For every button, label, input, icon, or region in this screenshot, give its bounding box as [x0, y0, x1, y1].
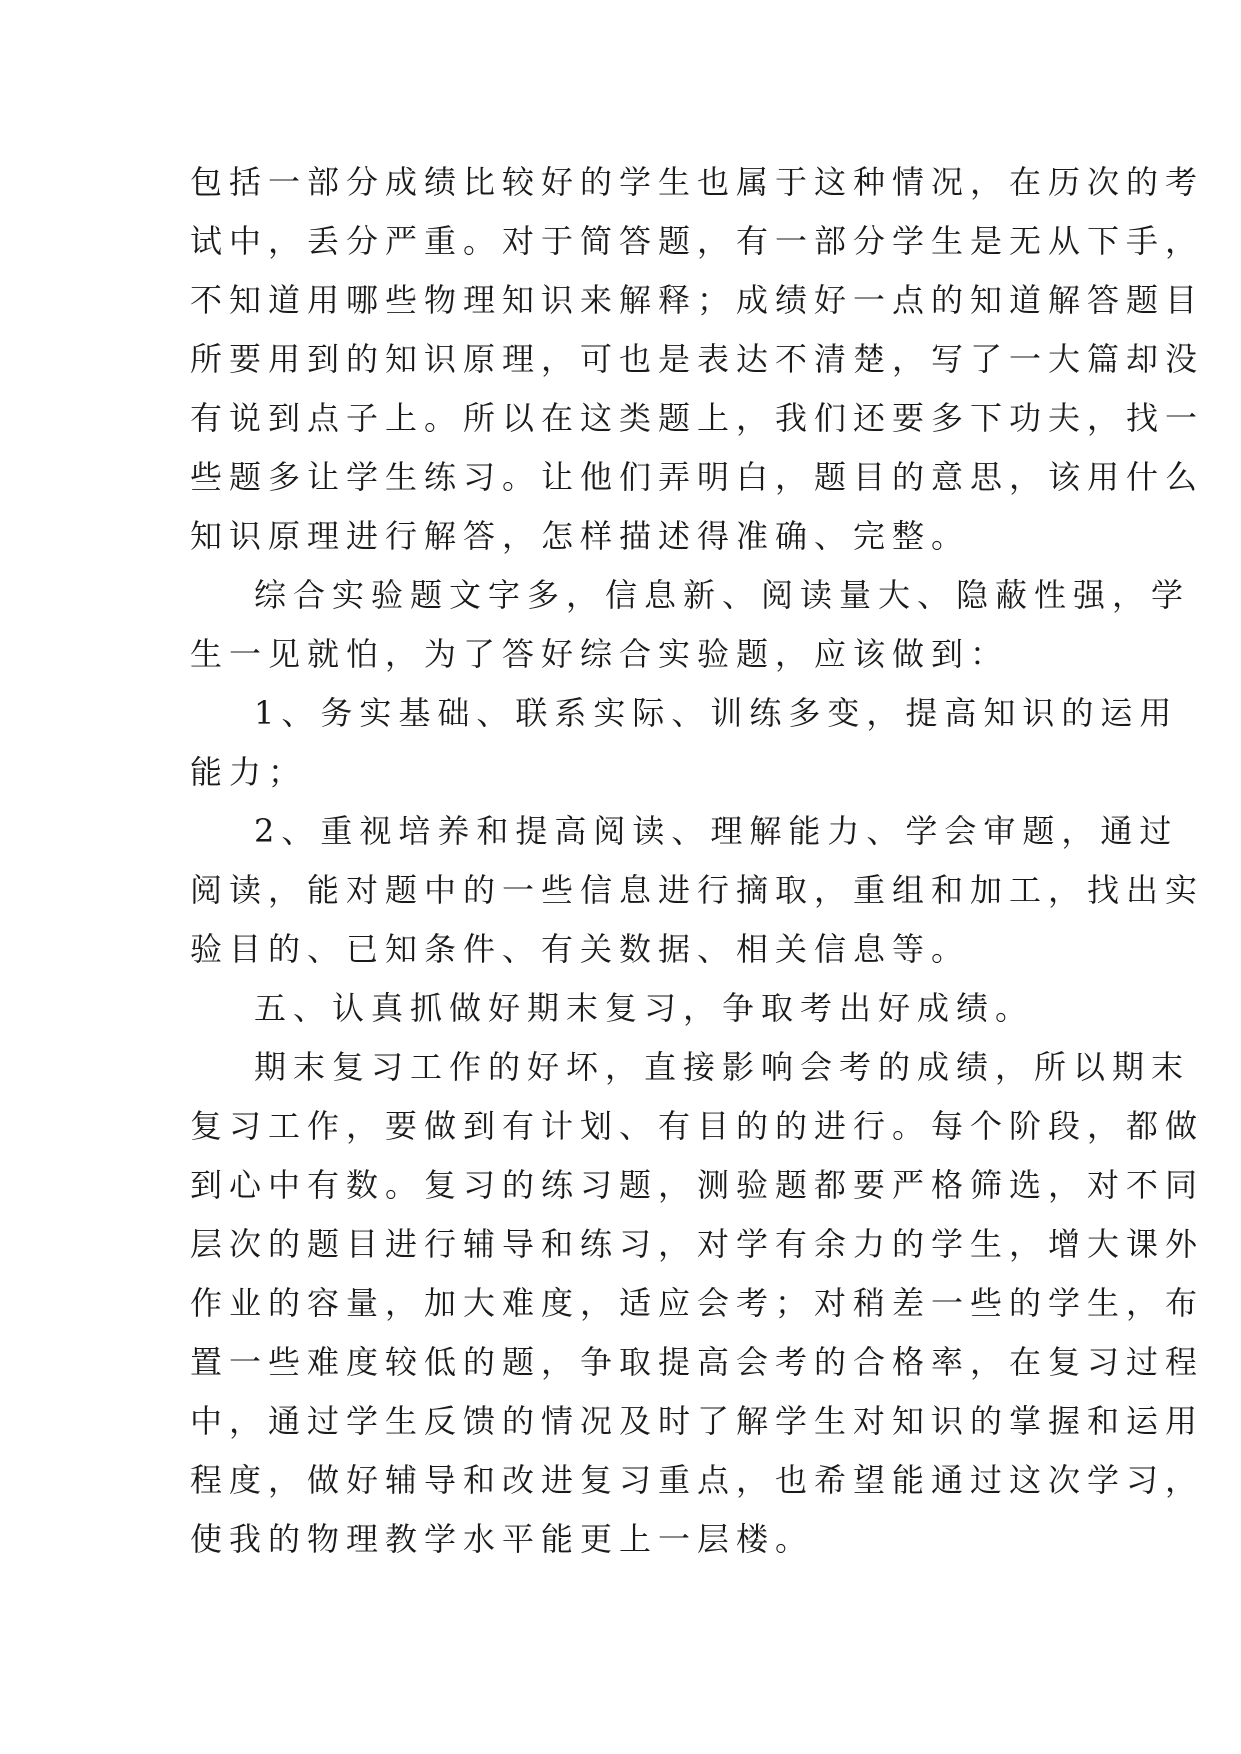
document-body [190, 153, 1205, 1569]
text-line-9: 生一见就怕，为了答好综合实验题，应该做到： [190, 635, 1010, 673]
text-line-12: 2、重视培养和提高阅读、理解能力、学会审题，通过 [254, 812, 1179, 850]
text-line-5: 有说到点子上。所以在这类题上，我们还要多下功夫，找一 [190, 399, 1205, 437]
text-line-8: 综合实验题文字多，信息新、阅读量大、隐蔽性强，学 [254, 576, 1191, 614]
text-line-6: 些题多让学生练习。让他们弄明白，题目的意思，该用什么 [190, 458, 1205, 496]
text-line-14: 验目的、已知条件、有关数据、相关信息等。 [190, 930, 971, 968]
text-line-1: 包括一部分成绩比较好的学生也属于这种情况，在历次的考 [190, 163, 1205, 201]
text-line-16: 期末复习工作的好坏，直接影响会考的成绩，所以期末 [254, 1048, 1191, 1086]
text-line-2: 试中，丢分严重。对于简答题，有一部分学生是无从下手， [190, 222, 1205, 260]
text-line-22: 中，通过学生反馈的情况及时了解学生对知识的掌握和运用 [190, 1402, 1205, 1440]
text-line-23: 程度，做好辅导和改进复习重点，也希望能通过这次学习， [190, 1461, 1205, 1499]
text-line-7: 知识原理进行解答，怎样描述得准确、完整。 [190, 517, 971, 555]
text-line-18: 到心中有数。复习的练习题，测验题都要严格筛选，对不同 [190, 1166, 1205, 1204]
text-line-19: 层次的题目进行辅导和练习，对学有余力的学生，增大课外 [190, 1225, 1205, 1263]
text-line-13: 阅读，能对题中的一些信息进行摘取，重组和加工，找出实 [190, 871, 1205, 909]
section-heading: 五、认真抓做好期末复习，争取考出好成绩。 [254, 989, 1035, 1027]
text-line-11: 能力； [190, 753, 308, 791]
text-line-21: 置一些难度较低的题，争取提高会考的合格率，在复习过程 [190, 1343, 1205, 1381]
text-line-17: 复习工作，要做到有计划、有目的的进行。每个阶段，都做 [190, 1107, 1205, 1145]
text-line-4: 所要用到的知识原理，可也是表达不清楚，写了一大篇却没 [190, 340, 1205, 378]
text-line-10: 1、务实基础、联系实际、训练多变，提高知识的运用 [254, 694, 1179, 732]
text-line-24: 使我的物理教学水平能更上一层楼。 [190, 1520, 815, 1558]
text-line-20: 作业的容量，加大难度，适应会考；对稍差一些的学生，布 [190, 1284, 1205, 1322]
text-line-3: 不知道用哪些物理知识来解释；成绩好一点的知道解答题目 [190, 281, 1205, 319]
